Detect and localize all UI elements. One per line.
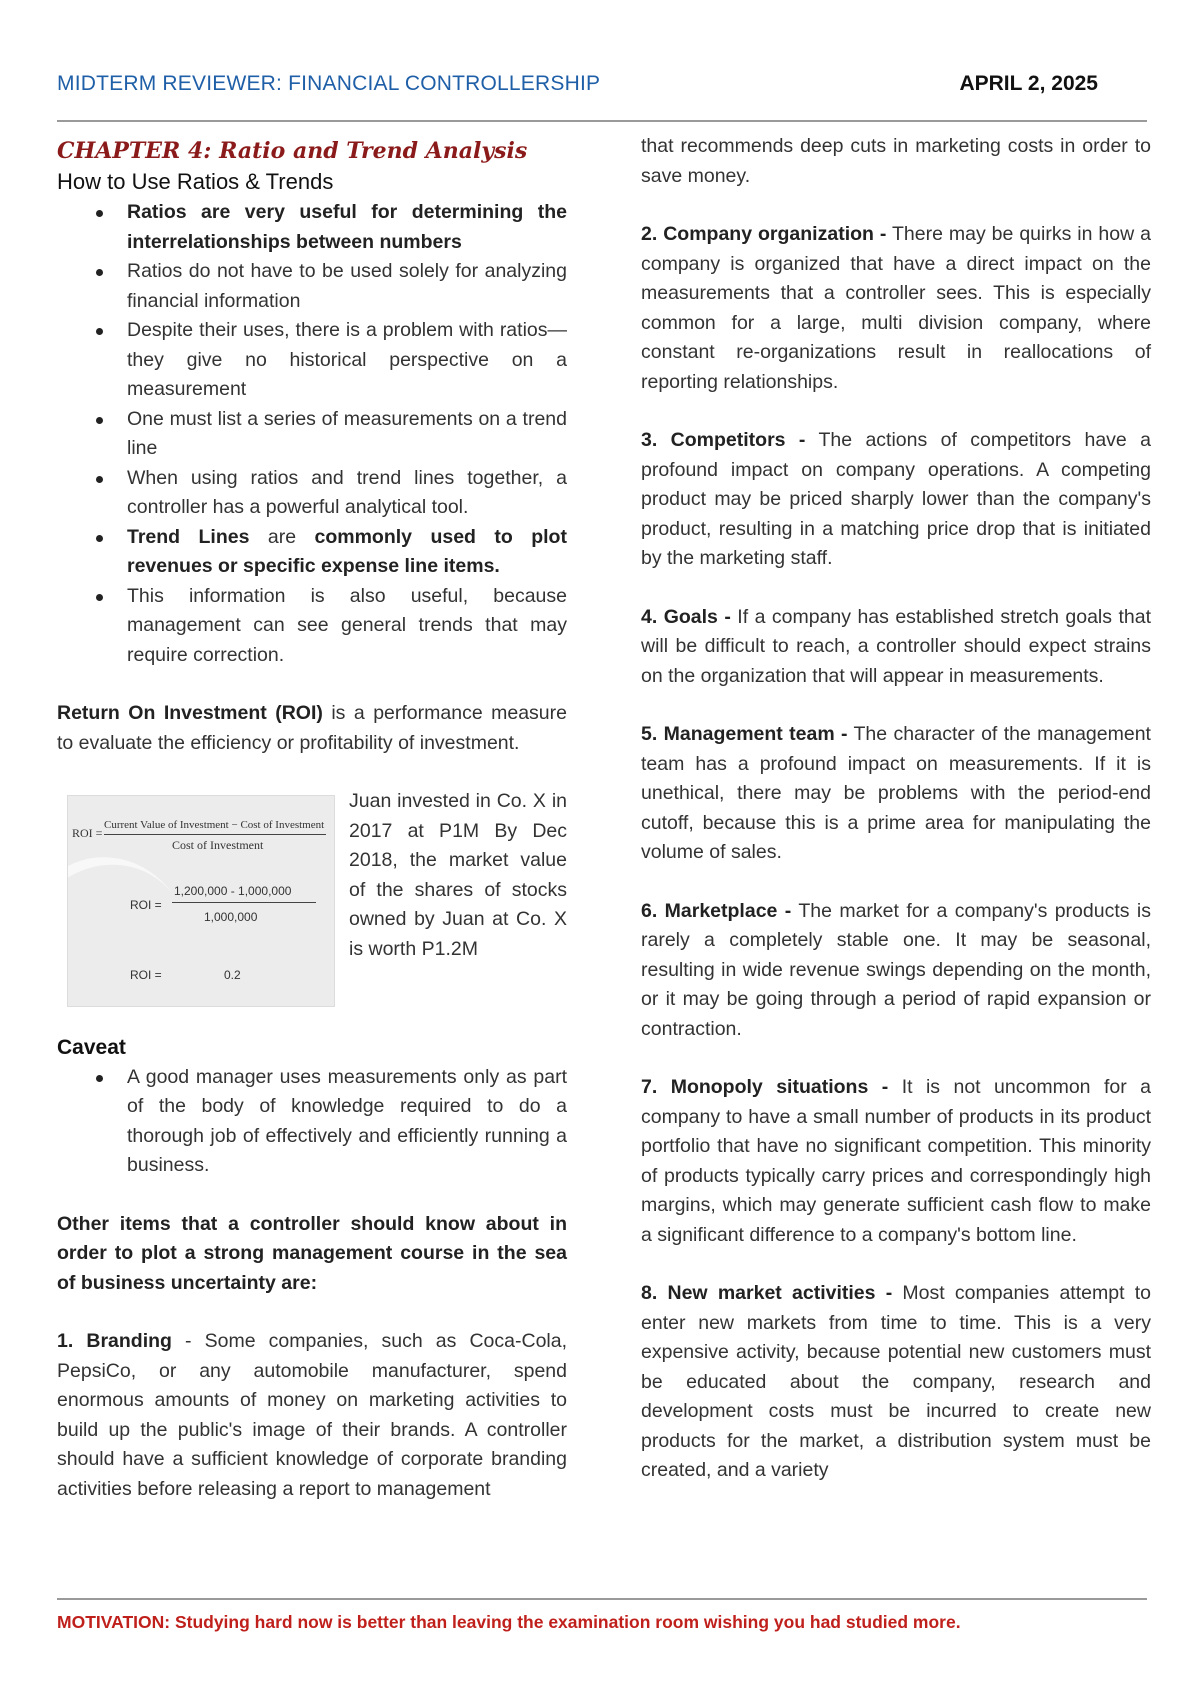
item-competitors — [641, 426, 1151, 574]
item-text: The actions of competitors have a profound impact on company operations. A competing product may be priced sharply lower than the company's product, resulting in a matching price drop that is initiated by the marketing staff. — [641, 429, 1152, 569]
trend-lines-term: Trend Lines — [127, 525, 250, 548]
roi-definition — [57, 699, 567, 758]
list-item: A good manager uses measurements only as part of the body of knowledge required to do a thorough job of effectively and efficiently running a business. — [93, 1063, 567, 1181]
section-heading: How to Use Ratios & Trends — [57, 169, 334, 194]
trend-lines-definition: commonly used to plot revenues or specific expense line items. — [127, 525, 567, 577]
item-text: It is not uncommon for a company to have a small number of products in its product portfolio that have no significant competition. This minority of products typically carry prices and correspondingly high margins, which may generate sufficient cash flow to make a significant difference to a company's bottom line. — [641, 1076, 1151, 1246]
item-label: 2. Company organization - — [641, 223, 887, 245]
right-column — [641, 132, 1151, 1486]
list-item: Despite their uses, there is a problem with ratios—they give no historical perspective on a measurement — [93, 316, 567, 405]
document-title: MIDTERM REVIEWER: FINANCIAL CONTROLLERSHIP — [57, 72, 601, 95]
item-goals — [641, 603, 1151, 692]
result-prefix: ROI = — [130, 968, 162, 982]
bullet-connector: are — [249, 525, 315, 548]
item-text: The character of the management team has a profound impact on measurements. If it is unethical, there may be problems with the period-end cutoff, because this is a prime area for manipulating the volume of sales. — [641, 723, 1151, 863]
chapter-title: CHAPTER 4: Ratio and Trend Analysis — [57, 138, 528, 164]
roi-term: Return On Investment (ROI) — [57, 702, 323, 724]
motivation-footer: MOTIVATION: Studying hard now is better than leaving the examination room wishing you had studied more. — [57, 1612, 961, 1632]
item-text: Most companies attempt to enter new markets from time to time. This is a very expensive activity, because potential new customers must be educated about the company, research and development costs must be incurred to create new products for the market, a distribution system must be created, and a variety — [641, 1282, 1151, 1481]
item-monopoly-situations — [641, 1073, 1151, 1250]
list-item: One must list a series of measurements on a trend line — [93, 405, 567, 464]
calc-denominator: 1,000,000 — [204, 910, 258, 924]
item-label: 6. Marketplace - — [641, 899, 792, 922]
left-column — [57, 132, 567, 1504]
footer-divider — [57, 1598, 1147, 1600]
page-header — [57, 72, 1143, 102]
document-date: APRIL 2, 2025 — [959, 72, 1098, 95]
item-branding — [57, 1327, 567, 1504]
other-items-intro: Other items that a controller should know about in order to plot a strong management course in the sea of business uncertainty are: — [57, 1212, 567, 1294]
formula-numerator: Current Value of Investment − Cost of Investment — [104, 819, 325, 831]
item-text: There may be quirks in how a company is organized that have a direct impact on the measurements that a controller sees. This is especially common for a large, multi division company, where constant re-organizations result in reallocations of reporting relationships. — [641, 223, 1151, 393]
roi-example-block — [57, 787, 567, 1033]
list-item: Ratios are very useful for determining the interrelationships between numbers — [93, 198, 567, 257]
item-label: 4. Goals - — [641, 605, 731, 628]
item-label: 3. Competitors - — [641, 429, 806, 451]
list-item: Ratios do not have to be used solely for analyzing financial information — [93, 257, 567, 316]
list-item — [93, 523, 567, 582]
item-text: If a company has established stretch goals that will be difficult to reach, a controller should expect strains on the organization that will appear in measurements. — [641, 605, 1151, 687]
item-company-organization — [641, 220, 1151, 397]
roi-definition-text: is a performance measure to evaluate the efficiency or profitability of investment. — [57, 702, 567, 754]
item-label: 1. Branding — [57, 1330, 172, 1352]
calc-numerator: 1,200,000 - 1,000,000 — [174, 884, 292, 898]
item-label: 7. Monopoly situations - — [641, 1076, 889, 1098]
list-item: When using ratios and trend lines together, a controller has a powerful analytical tool. — [93, 464, 567, 523]
list-item: This information is also useful, because management can see general trends that may require correction. — [93, 582, 567, 671]
caveat-heading: Caveat — [57, 1036, 126, 1059]
item-marketplace — [641, 897, 1151, 1045]
item-text: - Some companies, such as Coca-Cola, PepsiCo, or any automobile manufacturer, spend enormous amounts of money on marketing activities to build up the public's image of their brands. A controller should have a sufficient knowledge of corporate branding activities before releasing a report to management — [57, 1330, 568, 1500]
caveat-bullet-list — [57, 1063, 567, 1181]
roi-example-text: Juan invested in Co. X in 2017 at P1M By Dec 2018, the market value of the shares of stocks owned by Juan at Co. X is worth P1.2M — [349, 790, 567, 960]
item-text: The market for a company's products is rarely a completely stable one. It may be seasonal, resulting in wide revenue swings depending on the month, or it may be going through a period of rapid expansion or contraction. — [641, 899, 1151, 1040]
item-label: 8. New market activities - — [641, 1282, 893, 1304]
formula-denominator: Cost of Investment — [172, 838, 264, 852]
header-divider — [57, 120, 1147, 122]
branding-continuation: that recommends deep cuts in marketing costs in order to save money. — [641, 135, 1151, 187]
ratios-bullet-list — [57, 198, 567, 670]
formula-prefix: ROI = — [72, 826, 103, 840]
item-management-team — [641, 720, 1151, 868]
item-label: 5. Management team - — [641, 723, 848, 745]
roi-formula-image — [67, 795, 335, 1007]
item-new-market-activities — [641, 1279, 1151, 1486]
result-value: 0.2 — [224, 968, 241, 982]
calc-prefix: ROI = — [130, 898, 162, 912]
